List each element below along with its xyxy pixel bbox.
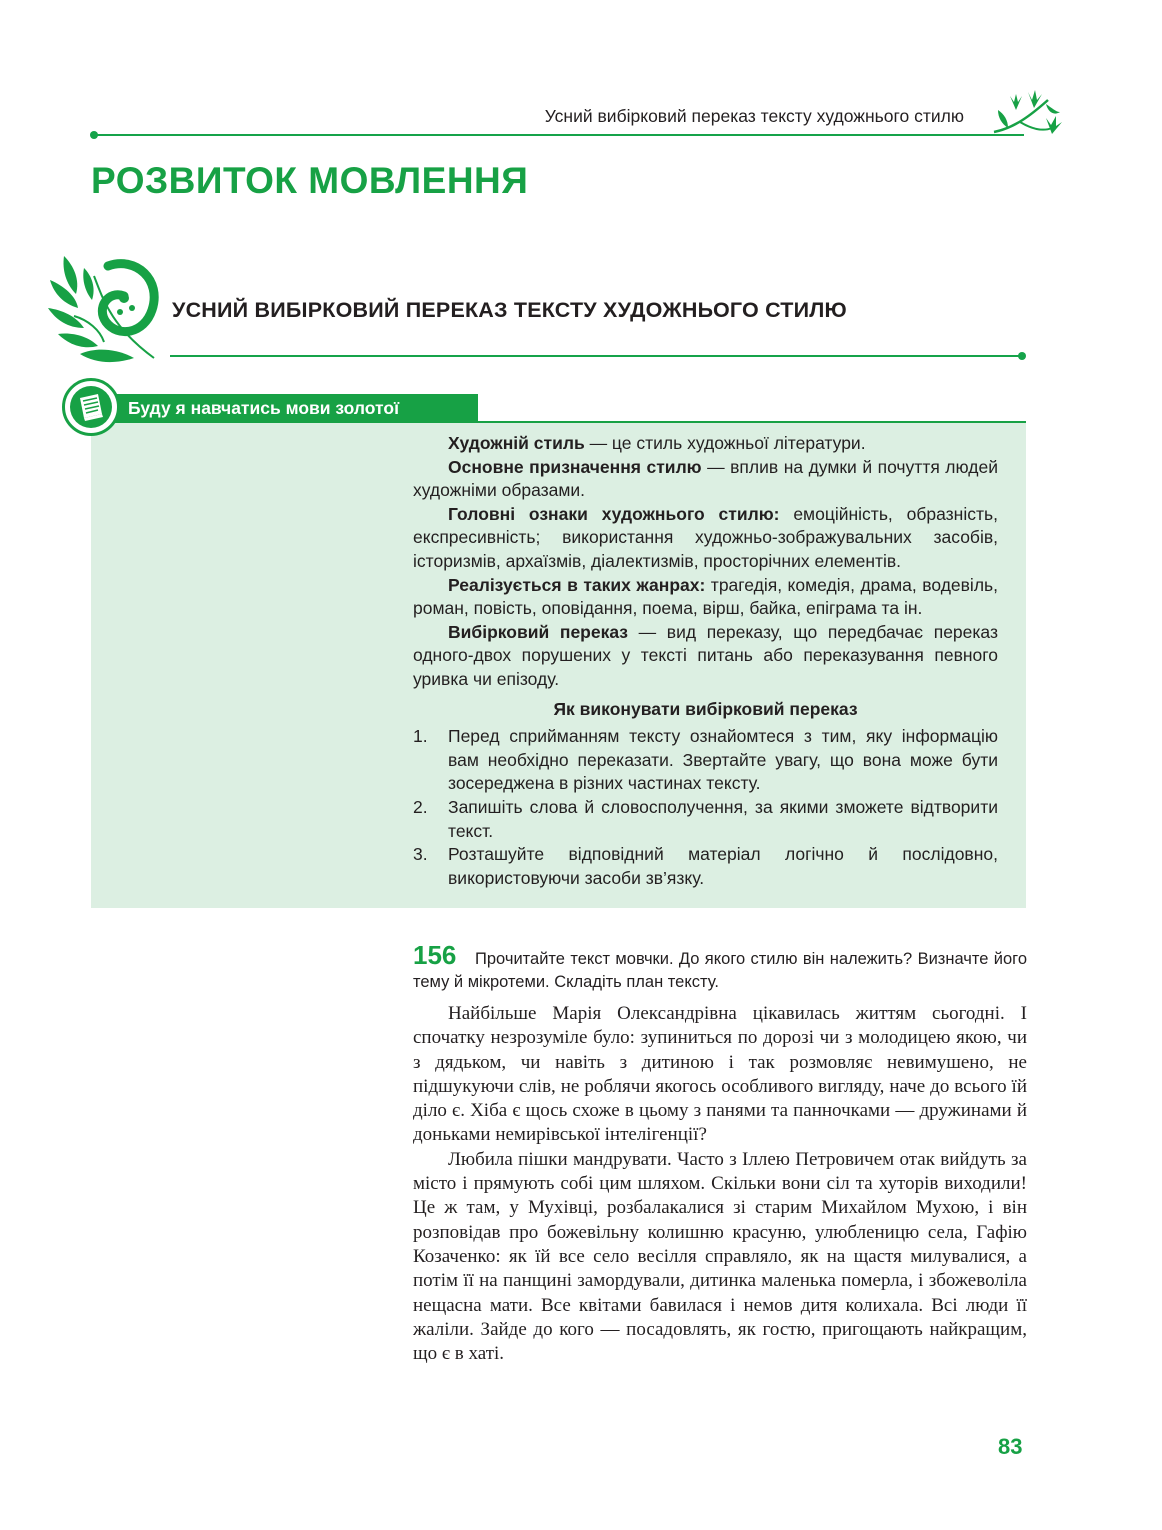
floral-ornament-icon	[44, 246, 164, 370]
theory-paragraph	[413, 432, 998, 456]
theory-paragraph	[413, 503, 998, 574]
step-item	[413, 796, 998, 843]
step-text: Запишіть слова й словосполучення, за якими зможете відтворити текст.	[448, 796, 998, 841]
topic-title: УСНИЙ ВИБІРКОВИЙ ПЕРЕКАЗ ТЕКСТУ ХУДОЖНЬОГО СТИЛЮ	[172, 298, 847, 322]
book-icon	[65, 381, 117, 433]
theory-text	[413, 432, 998, 890]
step-number: 2.	[413, 796, 428, 817]
step-number: 1.	[413, 726, 428, 747]
theory-definition: — вид переказу, що передбачає переказ одного-двох порушених у тексті питань або переказування певного уривка чи епізоду.	[413, 621, 998, 689]
topic-rule-dot	[1018, 352, 1026, 360]
step-text: Перед сприйманням тексту ознайомтеся з тим, яку інформацію вам необхідно переказати. Звертайте увагу, що вона може бути зосереджена в різних частинах тексту.	[448, 726, 998, 794]
theory-term: Художній стиль	[448, 433, 585, 453]
step-item	[413, 725, 998, 796]
exercise-number: 156	[413, 940, 457, 970]
theory-term: Реалізується в таких жанрах:	[448, 574, 706, 595]
page-number: 83	[998, 1434, 1023, 1459]
passage-paragraph: Найбільше Марія Олександрівна цікавилась життям сьогодні. І спочатку незрозуміле було: зупиниться по дорозі чи з молодицею якою, чи з дядьком, чи навіть з дитиною і так розмовляє невимушено, не підшукуючи слів, не роблячи якогось особливого вигляду, наче до всього їй діло є. Хіба є щось схоже в цьому з панями та панночками — дружинами й доньками немирівської інтелігенції?	[413, 1003, 1027, 1146]
theory-definition: — це стиль художньої літератури.	[584, 433, 866, 453]
theory-term: Головні ознаки художнього стилю:	[448, 503, 780, 524]
reading-passage	[413, 1002, 1027, 1366]
theory-box-tab	[112, 394, 478, 423]
theory-paragraph	[413, 456, 998, 503]
book-badge	[62, 378, 120, 436]
section-title: РОЗВИТОК МОВЛЕННЯ	[91, 160, 529, 201]
step-text: Розташуйте відповідний матеріал логічно й послідовно, використовуючи засоби зв’язку.	[448, 844, 998, 888]
theory-definition: — вплив на думки й почуття людей художніми образами.	[413, 456, 998, 501]
running-title: Усний вибірковий переказ тексту художнього стилю	[544, 106, 964, 126]
theory-paragraph	[413, 574, 998, 621]
step-item	[413, 843, 998, 890]
floral-branch-icon	[990, 88, 1066, 146]
theory-box-tab-label: Буду я навчатись мови золотої	[128, 398, 399, 418]
theory-definition: трагедія, комедія, драма, водевіль, роман, повість, оповідання, поема, вірш, байка, епіграма та ін.	[413, 574, 999, 619]
theory-definition: емоційність, образність, експресивність; використання художньо-зображувальних засобів, історизмів, архаїзмів, діалектизмів, просторічних елементів.	[413, 503, 998, 571]
exercise-task: Прочитайте текст мовчки. До якого стилю він належить? Визначте його тему й мікротеми. Складіть план тексту.	[413, 950, 1027, 991]
theory-term: Вибірковий переказ	[448, 621, 629, 642]
theory-paragraph	[413, 621, 998, 692]
steps-list	[413, 725, 998, 890]
header-rule-dot	[90, 131, 98, 139]
topic-rule	[170, 355, 1022, 357]
how-to-title: Як виконувати вибірковий переказ	[553, 698, 858, 719]
passage-paragraph: Любила пішки мандрувати. Часто з Іллею Петровичем отак вийдуть за місто і прямують собі цим шляхом. Скільки вони сіл та хуторів виходили! Це ж там, у Мухівці, розбалакалися зі старим Михайлом Мухою, і він розповідав про божевільну колишню красуню, улюбленицю села, Гафію Козаченко: як їй все село весілля справляло, як на щастя милувалися, а потім її на панщині замордували, дитинка маленька померла, і збожеволіла нещасна мати. Все квітами бавилася і немов дитя колихала. Всі люди її жаліли. Зайде до кого — посадовлять, як гостю, пригощають найкращим, що є в хаті.	[413, 1148, 1027, 1365]
theory-term: Основне призначення стилю	[448, 456, 702, 477]
header-rule	[94, 134, 1024, 136]
step-number: 3.	[413, 844, 428, 865]
